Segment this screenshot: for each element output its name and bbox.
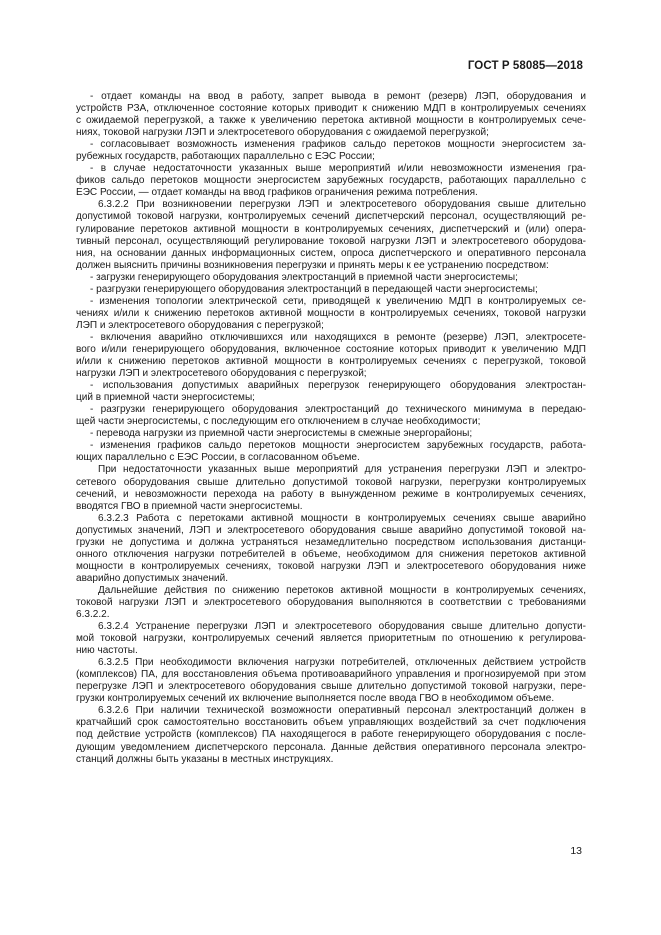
page-number: 13 (570, 845, 582, 857)
text-line: - перевода нагрузки из приемной части энергосистемы в смежные энергорайоны; (90, 428, 473, 440)
text-line: - изменения топологии электрической сети, приводящей к увеличению МДП в контролируемых се- (90, 295, 586, 307)
text-line: 6.3.2.2. (76, 609, 110, 621)
text-line: сетевого оборудования свыше длительно допустимой токовой нагрузки, перегрузки контролируемых (76, 476, 586, 488)
text-line: станций должны быть указаны в местных инструкциях. (76, 753, 334, 765)
text-line: устройств РЗА, отключенное состояние которых приводит к снижению МДП в контролируемых сечениях (76, 103, 586, 115)
text-line: Дальнейшие действия по снижению перетоков активной мощности в контролируемых сечениях, (98, 584, 586, 596)
text-line: нию частоты. (76, 645, 138, 657)
document-code: ГОСТ Р 58085—2018 (467, 60, 583, 72)
text-line: ния, на основании данных информационных систем, опроса диспетчерского и оперативного персонала (76, 247, 586, 259)
text-line: грузки не допустима и должна устраняться незамедлительно посредством использования дистанци- (76, 536, 586, 548)
text-line: ниях, токовой нагрузки ЛЭП и электросетевого оборудования с ожидаемой перегрузкой; (76, 127, 489, 139)
text-line: ЛЭП и электросетевого оборудования с перегрузкой; (76, 319, 324, 331)
text-line: аварийно допустимых значений. (76, 572, 229, 584)
text-line: сечений, и невозможности перехода на работу в вынужденном режиме в контролируемых сечениях, (76, 488, 586, 500)
text-line: 6.3.2.5 При необходимости включения нагрузки потребителей, отключенных действием устройств (98, 657, 586, 669)
text-line: 6.3.2.4 Устранение перегрузки ЛЭП и электросетевого оборудования свыше длительно допусти- (98, 621, 586, 633)
text-line: онного отключения нагрузки потребителей в объеме, необходимом для снижения перетоков активной (76, 548, 586, 560)
text-line: допустимой токовой нагрузки, контролируемых сечений диспетчерский персонал, осуществляющий ре- (76, 211, 586, 223)
text-line: - разгрузки генерирующего оборудования электростанций в передающей части энергосистемы; (90, 283, 538, 295)
text-line: щей части энергосистемы, с последующим его отключением в случае необходимости; (76, 416, 481, 428)
text-line: под действие устройств (комплексов) ПА находящегося в работе генерирующего оборудования с после- (76, 729, 586, 741)
text-line: мой токовой нагрузки, контролируемых сечений является приоритетным по отношению к регулирова- (76, 633, 586, 645)
text-line: дующим уведомлением диспетчерского персонала. Данные действия оперативного персонала электро- (76, 741, 586, 753)
text-line: ющих параллельно с ЕЭС России, в согласованном объеме. (76, 452, 360, 464)
text-line: допустимых значений, ЛЭП и электросетевого оборудования свыше аварийно допустимой токовой на- (76, 524, 586, 536)
text-line: тивный персонал, осуществляющий регулирование токовой нагрузки ЛЭП и электросетевого оборудова- (76, 235, 586, 247)
text-line: грузки контролируемых сечений их включение выполняется после ввода ГВО в необходимом объеме. (76, 693, 555, 705)
text-line: 6.3.2.6 При наличии технической возможности оперативный персонал электростанций должен в (98, 705, 586, 717)
body-text (76, 91, 586, 766)
text-line: 6.3.2.2 При возникновении перегрузки ЛЭП и электросетевого оборудования свыше длительно (98, 199, 586, 211)
text-line: - согласовывает возможность изменения графиков сальдо перетоков мощности энергосистем за- (90, 139, 586, 151)
text-line: фиков сальдо перетоков мощности энергосистем зарубежных государств, работающих параллельно с (76, 175, 586, 187)
text-line: нагрузки ЛЭП и электросетевого оборудования с перегрузкой; (76, 368, 367, 380)
text-line: вводятся ГВО в приемной части энергосистемы. (76, 500, 303, 512)
text-line: 6.3.2.3 Работа с перетоками активной мощности в контролируемых сечениях свыше аварийно (98, 512, 586, 524)
text-line: ЕЭС России, — отдает команды на ввод графиков ограничения режима потребления. (76, 187, 478, 199)
text-line: При недостаточности указанных выше мероприятий для устранения перегрузки ЛЭП и электро- (98, 464, 586, 476)
text-line: - в случае недостаточности указанных выше мероприятий и/или невозможности изменения гра- (90, 163, 586, 175)
text-line: должен выяснить причины возникновения перегрузки и принять меры к ее устранению посредством: (76, 259, 549, 271)
text-line: - отдает команды на ввод в работу, запрет вывода в ремонт (резерв) ЛЭП, оборудования и (90, 91, 586, 102)
text-line: рубежных государств, работающих параллельно с ЕЭС России; (76, 151, 375, 163)
text-line: - изменения графиков сальдо перетоков мощности энергосистем зарубежных государств, работа- (90, 440, 586, 452)
text-line: - разгрузки генерирующего оборудования электростанций до технического минимума в передаю- (90, 404, 586, 416)
text-line: перегрузке ЛЭП и электросетевого оборудования свыше длительно допустимой токовой нагрузки, пере- (76, 681, 586, 693)
text-line: (комплексов) ПА, для восстановления объема противоаварийного управления и прогнозируемой при этом (76, 669, 586, 681)
text-line: - использования допустимых аварийных перегрузок генерирующего оборудования электростан- (90, 380, 586, 392)
text-line: чениях и/или к снижению перетоков активной мощности в контролируемых сечениях, токовой нагрузки (76, 307, 586, 319)
text-line: - загрузки генерирующего оборудования электростанций в приемной части энергосистемы; (90, 271, 518, 283)
text-line: и/или к снижению перетоков активной мощности в контролируемых сечениях с перегрузкой, токовой (76, 356, 586, 368)
text-line: ций в приемной части энергосистемы; (76, 392, 255, 404)
text-line: с ожидаемой перегрузкой, а также к увеличению перетока активной мощности в контролируемых сече- (76, 115, 586, 127)
text-line: - включения аварийно отключившихся или находящихся в ремонте (резерве) ЛЭП, электросете- (90, 331, 586, 343)
text-line: вого и/или генерирующего оборудования, включенное состояние которых приводит к увеличению МДП (76, 343, 586, 355)
text-line: токовой нагрузки ЛЭП и электросетевого оборудования выполняются в соответствии с требованиями (76, 596, 586, 608)
text-line: мощности в контролируемых сечениях, токовой нагрузки ЛЭП и электросетевого оборудования ниже (76, 560, 586, 572)
text-line: кратчайший срок самостоятельно восстановить объем управляющих воздействий за счет подключения (76, 717, 586, 729)
text-line: гулирование перетоков активной мощности в контролируемых сечениях, диспетчерский и (или) опера- (76, 223, 586, 235)
